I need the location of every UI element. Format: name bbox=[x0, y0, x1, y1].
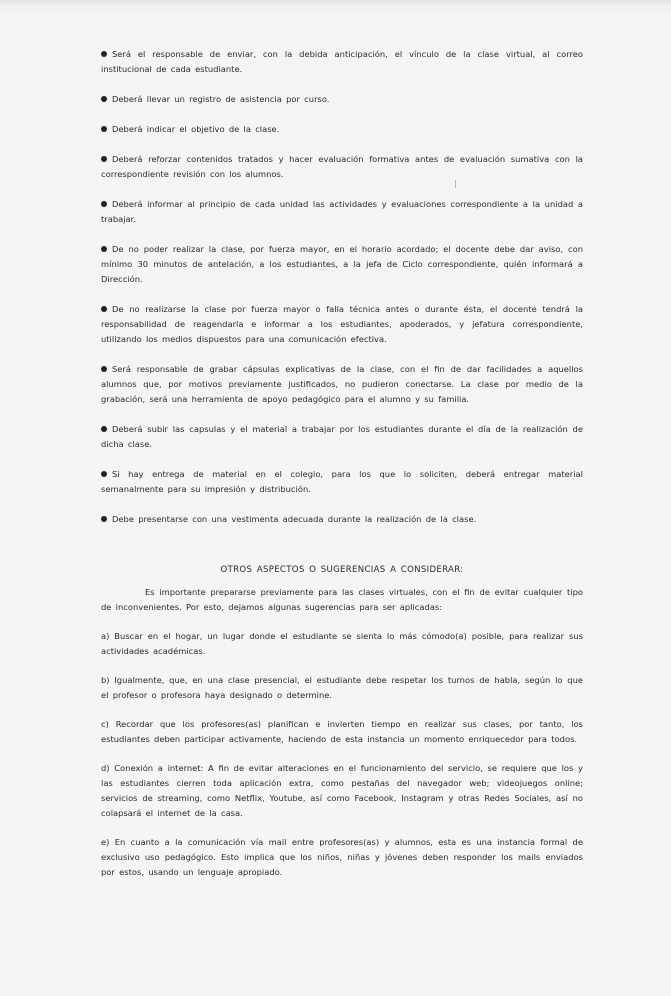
bullet-dot-icon bbox=[101, 156, 107, 162]
bullet-item: Deberá indicar el objetivo de la clase. bbox=[101, 122, 583, 137]
bullet-item: Deberá llevar un registro de asistencia por curso. bbox=[101, 92, 583, 107]
bullet-item: Deberá subir las capsulas y el material a trabajar por los estudiantes durante el día de la realización de dicha clase. bbox=[101, 424, 583, 449]
suggestion-item-e: e) En cuanto a la comunicación vía mail entre profesores(as) y alumnos, esta es una instancia formal de exclusivo uso pedagógico. Esto implica que los niños, niñas y jóvenes deben responder los mails enviados por estos, usando un lenguaje apropiado. bbox=[101, 837, 583, 877]
bullet-dot-icon bbox=[101, 201, 107, 207]
section-title: OTROS ASPECTOS O SUGERENCIAS A CONSIDERAR: bbox=[220, 565, 464, 575]
document-body bbox=[101, 47, 583, 894]
bullet-item: Será responsable de grabar cápsulas explicativas de la clase, con el fin de dar facilidades a aquellos alumnos que, por motivos previamente justificados, no pudieron conectarse. La clase por medio de la grabación, será una herramienta de apoyo pedagógico para el alumno y su familia. bbox=[101, 364, 583, 404]
bullet-item: De no poder realizar la clase, por fuerza mayor, en el horario acordado; el docente debe dar aviso, con mínimo 30 minutos de antelación, a los estudiantes, a la jefa de Ciclo correspondiente, quién informará a Dirección. bbox=[101, 244, 583, 284]
bullet-dot-icon bbox=[101, 246, 107, 252]
suggestion-item-a: a) Buscar en el hogar, un lugar donde el estudiante se sienta lo más cómodo(a) posible, para realizar sus actividades académicas. bbox=[101, 631, 583, 656]
bullet-item: Deberá informar al principio de cada unidad las actividades y evaluaciones correspondiente a la unidad a trabajar. bbox=[101, 199, 583, 224]
bullet-dot-icon bbox=[101, 51, 107, 57]
bullet-item: Será el responsable de enviar, con la debida anticipación, el vínculo de la clase virtual, al correo institucional de cada estudiante. bbox=[101, 49, 583, 74]
bullet-dot-icon bbox=[101, 96, 107, 102]
bullet-item: Deberá reforzar contenidos tratados y hacer evaluación formativa antes de evaluación sumativa con la correspondiente revisión con los alumnos. bbox=[101, 154, 583, 179]
bullet-dot-icon bbox=[101, 471, 107, 477]
bullet-dot-icon bbox=[101, 306, 107, 312]
bullet-dot-icon bbox=[101, 366, 107, 372]
bullet-dot-icon bbox=[101, 126, 107, 132]
section-intro: Es importante prepararse previamente para las clases virtuales, con el fin de evitar cualquier tipo de inconvenientes. Por esto, dejamos algunas sugerencias para ser aplicadas: bbox=[101, 587, 583, 612]
bullet-dot-icon bbox=[101, 516, 107, 522]
bullet-item: Si hay entrega de material en el colegio, para los que lo soliciten, deberá entregar material semanalmente para su impresión y distribución. bbox=[101, 469, 583, 494]
bullet-item: Debe presentarse con una vestimenta adecuada durante la realización de la clase. bbox=[101, 512, 583, 527]
suggestion-item-d: d) Conexión a internet: A fin de evitar alteraciones en el funcionamiento del servicio, se requiere que los y las estudiantes cierren toda aplicación extra, como pestañas del navegador web; videojuegos online; servicios de streaming, como Netflix, Youtube, así como Facebook, Instagram y otras Redes Sociales, así no colapsará el internet de la casa. bbox=[101, 763, 583, 818]
bullet-dot-icon bbox=[101, 426, 107, 432]
suggestion-item-b: b) Igualmente, que, en una clase presencial, el estudiante debe respetar los turnos de habla, según lo que el profesor o profesora haya designado o determine. bbox=[101, 675, 583, 700]
bullet-item: De no realizarse la clase por fuerza mayor o falla técnica antes o durante ésta, el docente tendrá la responsabilidad de reagendarla e informar a los estudiantes, apoderados, y jefatura correspondiente, utilizando los medios dispuestos para una comunicación efectiva. bbox=[101, 304, 583, 344]
suggestion-item-c: c) Recordar que los profesores(as) planifican e invierten tiempo en realizar sus clases, por tanto, los estudiantes deben participar activamente, haciendo de esta instancia un momento enriquecedor para todos. bbox=[101, 719, 583, 744]
